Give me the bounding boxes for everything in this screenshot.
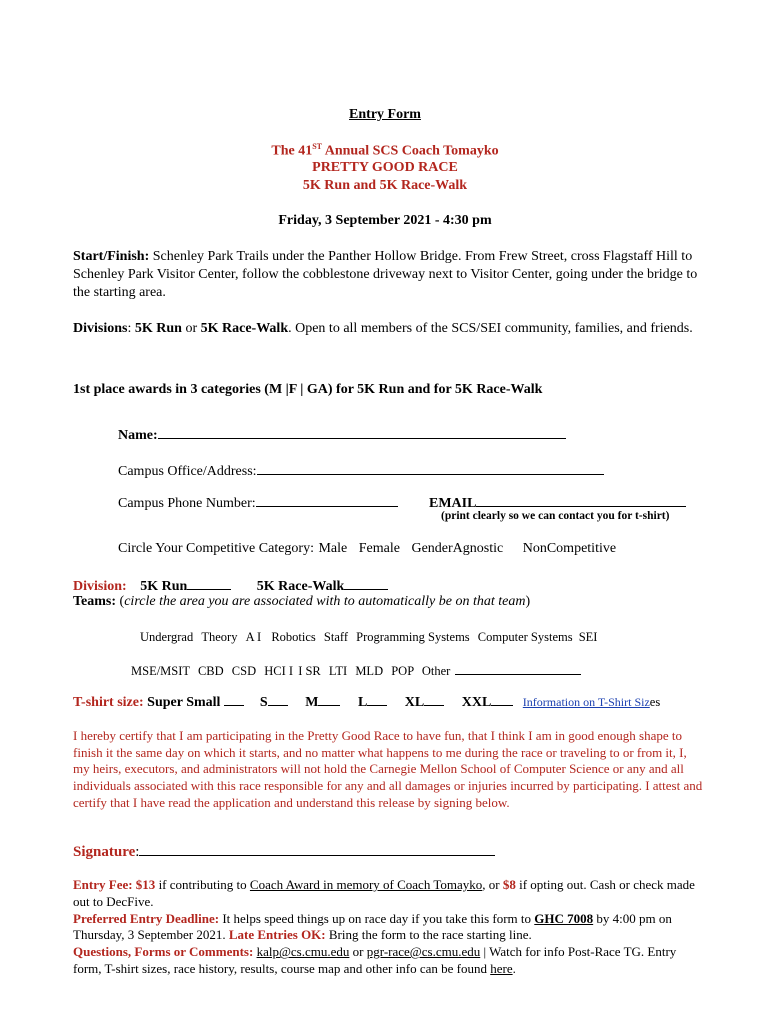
signature-label: Signature xyxy=(73,844,136,860)
name-blank[interactable] xyxy=(158,425,566,439)
tshirt-info-tail: es xyxy=(649,695,661,709)
divisions-rest: . Open to all members of the SCS/SEI community, families, and friends. xyxy=(288,321,693,336)
name-label: Name: xyxy=(118,428,158,443)
team-option[interactable]: MSE/MSIT xyxy=(131,664,190,678)
division-walk-blank[interactable] xyxy=(344,576,388,590)
category-female[interactable]: Female xyxy=(358,541,400,556)
email-link-pgr-race[interactable]: pgr-race@cs.cmu.edu xyxy=(366,944,481,960)
fee-text2: , or xyxy=(482,877,503,892)
start-finish-paragraph xyxy=(73,248,703,302)
tshirt-size-blank[interactable] xyxy=(424,692,444,706)
tshirt-size-blank[interactable] xyxy=(224,692,244,706)
office-blank[interactable] xyxy=(257,461,604,475)
questions-label: Questions, Forms or Comments: xyxy=(73,944,254,960)
division-line xyxy=(73,576,388,595)
division-label: Division: xyxy=(73,579,127,594)
tshirt-size[interactable]: L xyxy=(357,695,368,710)
event-title-sup: ST xyxy=(312,142,322,151)
tshirt-size-blank[interactable] xyxy=(491,692,513,706)
fee-text1: if contributing to xyxy=(155,877,250,892)
deadline-label: Preferred Entry Deadline: xyxy=(73,910,220,926)
division-walk[interactable]: 5K Race-Walk xyxy=(256,579,345,594)
event-title-line3: 5K Run and 5K Race-Walk xyxy=(302,178,468,193)
footer-period: . xyxy=(512,960,516,976)
tshirt-size[interactable]: S xyxy=(259,695,268,710)
team-option[interactable]: I SR xyxy=(298,664,321,678)
deadline-room: GHC 7008 xyxy=(534,910,594,926)
email-link-kalp[interactable]: kalp@cs.cmu.edu xyxy=(256,944,350,960)
tshirt-size[interactable]: XXL xyxy=(461,695,492,710)
phone-label: Campus Phone Number: xyxy=(118,496,256,511)
tshirt-label: T-shirt size: xyxy=(73,695,144,710)
team-option[interactable]: LTI xyxy=(328,664,348,678)
team-option[interactable]: Undergrad xyxy=(140,630,194,644)
category-noncompetitive[interactable]: NonCompetitive xyxy=(522,541,617,556)
coach-award-link[interactable]: Coach Award in memory of Coach Tomayko xyxy=(249,877,483,892)
team-option[interactable]: SEI xyxy=(578,630,598,644)
deadline-text1: It helps speed things up on race day if you take this form to xyxy=(219,910,535,926)
tshirt-info-link[interactable]: Information on T-Shirt Siz xyxy=(522,695,650,709)
team-option[interactable]: Theory xyxy=(201,630,238,644)
category-line xyxy=(118,541,616,557)
tshirt-size[interactable]: Super Small xyxy=(147,695,221,710)
start-finish-text: Schenley Park Trails under the Panther Hollow Bridge. From Frew Street, cross Flagstaff Hill to Schenley Park Visitor Center, follow the cobblestone driveway next to Visitor Center, going under the bridge to the starting area. xyxy=(73,249,698,300)
phone-blank[interactable] xyxy=(256,493,398,507)
tshirt-size[interactable]: XL xyxy=(404,695,425,710)
tshirt-size-blank[interactable] xyxy=(318,692,340,706)
email-note: (print clearly so we can contact you for t-shirt) xyxy=(441,510,670,522)
team-option[interactable]: Robotics xyxy=(271,630,316,644)
name-field[interactable] xyxy=(118,425,566,444)
signature-blank[interactable] xyxy=(139,842,495,856)
team-option[interactable]: Other xyxy=(421,664,451,678)
team-option[interactable]: Computer Systems xyxy=(477,630,573,644)
division-run-blank[interactable] xyxy=(187,576,231,590)
divisions-walk: 5K Race-Walk xyxy=(200,321,289,336)
team-option[interactable]: HCI I xyxy=(264,664,294,678)
tshirt-size[interactable]: M xyxy=(305,695,319,710)
teams-label: Teams: xyxy=(73,594,117,609)
tshirt-line xyxy=(73,692,660,711)
fee-text3: if opting out. Cash or check made out to DecFive. xyxy=(73,877,695,909)
teams-row2 xyxy=(131,661,581,679)
divisions-sep: : xyxy=(127,321,135,336)
team-option[interactable]: Programming Systems xyxy=(356,630,470,644)
late-label: Late Entries OK: xyxy=(228,927,326,943)
event-title-pre: The 41 xyxy=(271,143,313,159)
divisions-label: Divisions xyxy=(73,321,128,336)
team-option[interactable]: CSD xyxy=(231,664,257,678)
waiver-paragraph: I hereby certify that I am participating in the Pretty Good Race to have fun, that I think I am in good enough shape to finish it the same day on which it starts, and no matter what happens to me during the race or traveling to or from it, I, my heirs, executors, and administrators will not hold the Carnegie Mellon School of Computer Science or any and all individuals associated with this race responsible for any and all damages or injuries incurred by participating. I attest and certify that I have read the application and understand this release by signing below. xyxy=(73,728,703,810)
questions-or: or xyxy=(349,944,367,960)
signature-field[interactable] xyxy=(73,842,495,861)
divisions-run: 5K Run xyxy=(134,321,182,336)
deadline-text2: by 4:00 pm on Thursday, 3 September 2021. xyxy=(73,910,672,943)
team-other-blank[interactable] xyxy=(455,661,581,675)
division-run[interactable]: 5K Run xyxy=(140,579,188,594)
teams-note: circle the area you are associated with to automatically be on that team xyxy=(124,594,526,609)
category-male[interactable]: Male xyxy=(318,541,348,556)
late-text: Bring the form to the race starting line. xyxy=(325,927,532,943)
start-finish-label: Start/Finish: xyxy=(73,249,150,264)
questions-text: | Watch for info Post-Race TG. Entry form, T-shirt sizes, race history, results, course map and other info can be found xyxy=(73,944,677,976)
team-option[interactable]: MLD xyxy=(355,664,384,678)
tshirt-size-blank[interactable] xyxy=(268,692,288,706)
signature-colon: : xyxy=(135,844,140,860)
email-blank[interactable] xyxy=(476,493,686,507)
email-label: EMAIL xyxy=(429,496,477,511)
fee-label: Entry Fee: $13 xyxy=(73,877,156,892)
divisions-paragraph xyxy=(73,320,703,338)
team-option[interactable]: POP xyxy=(391,664,414,678)
phone-field[interactable] xyxy=(118,493,398,512)
event-title-post: Annual SCS Coach Tomayko xyxy=(322,143,499,159)
divisions-or: or xyxy=(181,321,201,336)
form-title: Entry Form xyxy=(349,107,421,122)
teams-row1 xyxy=(140,630,597,645)
category-genderagnostic[interactable]: GenderAgnostic xyxy=(411,541,504,556)
office-field[interactable] xyxy=(118,461,604,480)
awards-line: 1st place awards in 3 categories (M |F | GA) for 5K Run and for 5K Race-Walk xyxy=(73,382,543,397)
event-title-line1 xyxy=(0,142,770,160)
footer-paragraph xyxy=(73,877,703,978)
tshirt-size-blank[interactable] xyxy=(367,692,387,706)
team-option[interactable]: A I xyxy=(245,630,262,644)
team-option[interactable]: Staff xyxy=(323,630,348,644)
event-title-line2: PRETTY GOOD RACE xyxy=(312,160,458,175)
team-option[interactable]: CBD xyxy=(197,664,224,678)
fee-alt: $8 xyxy=(502,877,516,892)
office-label: Campus Office/Address: xyxy=(118,464,257,479)
category-label: Circle Your Competitive Category: xyxy=(118,541,314,556)
info-here-link[interactable]: here xyxy=(490,960,513,976)
event-date: Friday, 3 September 2021 - 4:30 pm xyxy=(278,213,492,228)
teams-line: Teams: (circle the area you are associated with to automatically be on that team) xyxy=(73,594,531,609)
